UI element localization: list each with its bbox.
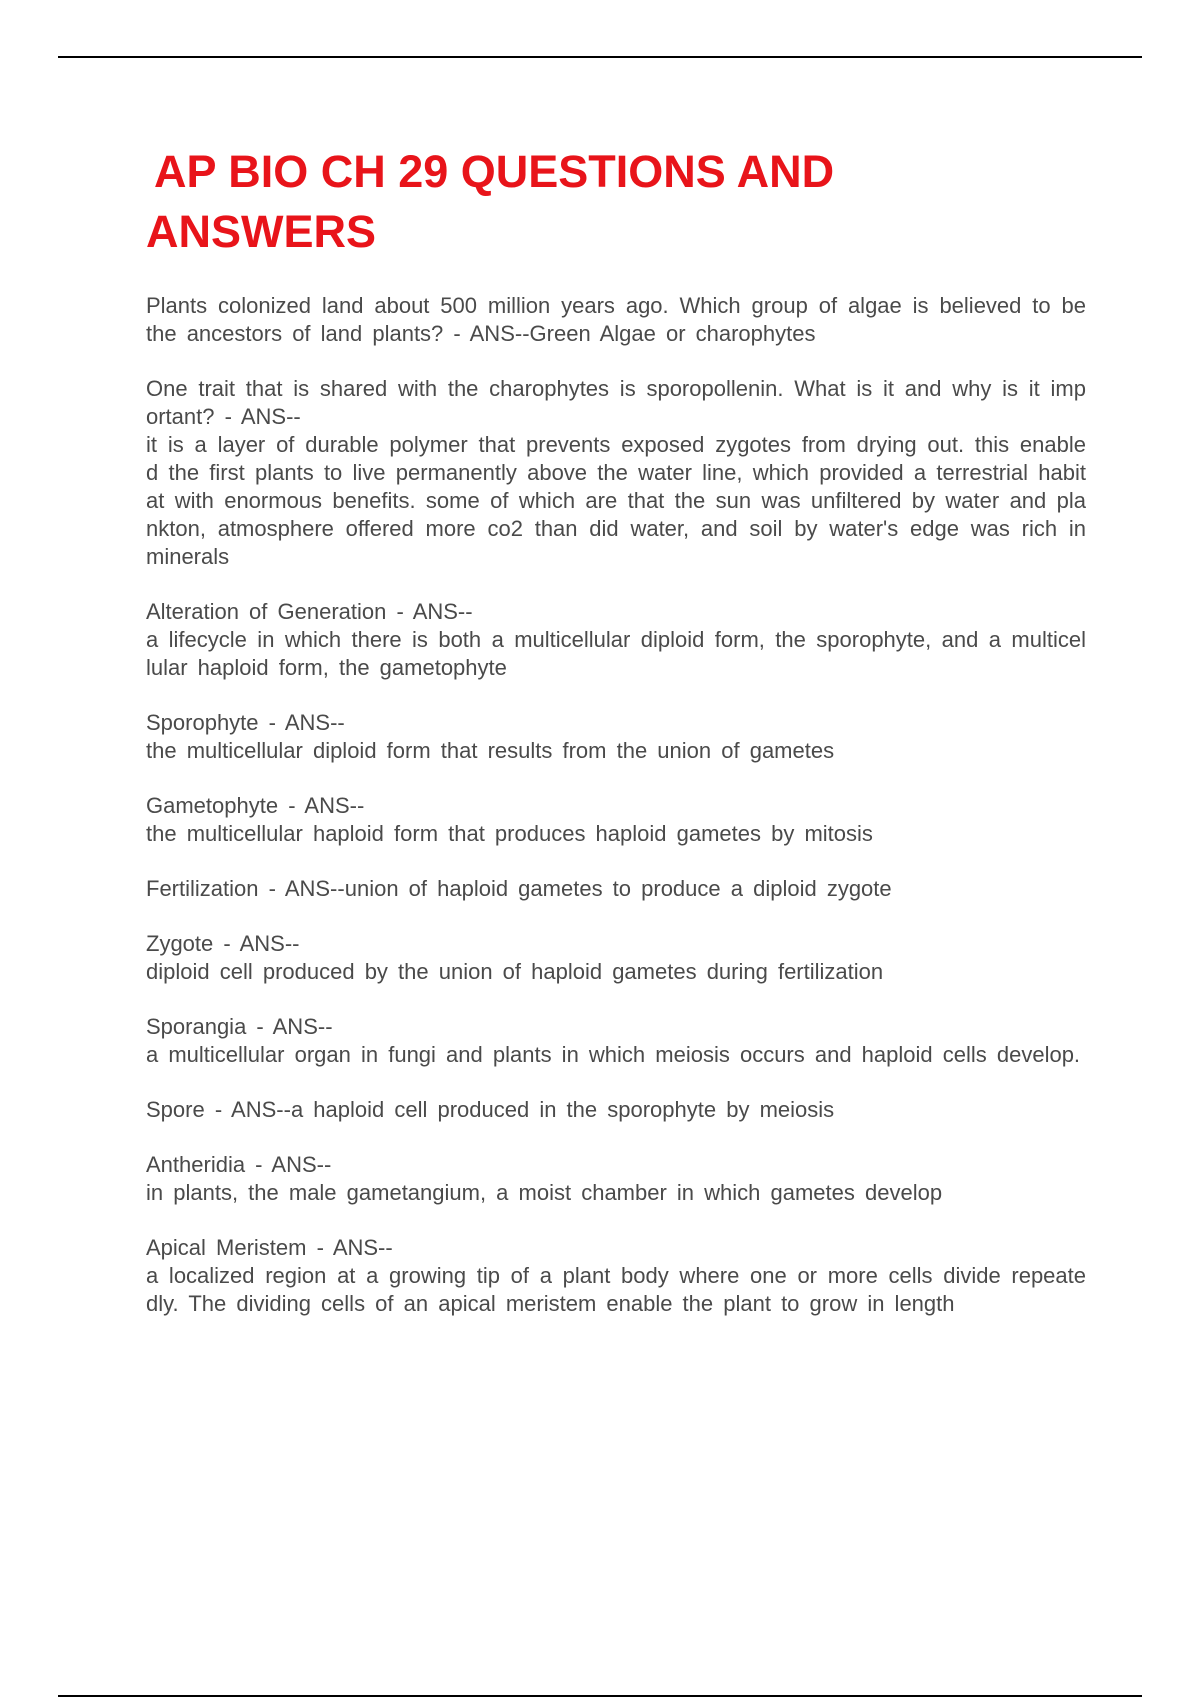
qa-answer: a multicellular organ in fungi and plants in which meiosis occurs and haploid cells develop. — [146, 1042, 1081, 1067]
qa-term: Fertilization - ANS-- — [146, 876, 345, 901]
qa-term: Spore - ANS-- — [146, 1097, 291, 1122]
qa-term: Sporophyte - ANS-- — [146, 710, 345, 735]
qa-answer: the multicellular diploid form that results from the union of gametes — [146, 738, 835, 763]
qa-answer: it is a layer of durable polymer that prevents exposed zygotes from drying out. this enabled the first plants to live permanently above the water line, which provided a terrestrial habitat with enormous benefits. some of which are that the sun was unfiltered by water and plankton, atmosphere offered more co2 than did water, and soil by water's edge was rich in minerals — [146, 432, 1086, 569]
qa-item-sporopollenin — [146, 375, 1086, 571]
qa-question: Plants colonized land about 500 million years ago. Which group of algae is believed to be the ancestors of land plants? - ANS-- — [146, 293, 1086, 346]
page-title — [146, 142, 966, 262]
qa-list — [146, 292, 1086, 1345]
qa-term: Sporangia - ANS-- — [146, 1014, 333, 1039]
page-title-line2: ANSWERS — [146, 206, 377, 257]
qa-item-alteration-of-generation — [146, 598, 1086, 682]
qa-term: Zygote - ANS-- — [146, 931, 300, 956]
page-title-line1: AP BIO CH 29 QUESTIONS AND — [154, 146, 835, 197]
qa-term: Gametophyte - ANS-- — [146, 793, 365, 818]
qa-item-gametophyte — [146, 792, 1086, 848]
qa-item-apical-meristem — [146, 1234, 1086, 1318]
qa-answer: union of haploid gametes to produce a diploid zygote — [344, 876, 892, 901]
qa-term: Apical Meristem - ANS-- — [146, 1235, 393, 1260]
qa-item-antheridia — [146, 1151, 1086, 1207]
qa-answer: a localized region at a growing tip of a plant body where one or more cells divide repeatedly. The dividing cells of an apical meristem enable the plant to grow in length — [146, 1263, 1086, 1316]
qa-answer: a lifecycle in which there is both a multicellular diploid form, the sporophyte, and a multicellular haploid form, the gametophyte — [146, 627, 1086, 680]
qa-item-sporangia — [146, 1013, 1086, 1069]
qa-answer: Green Algae or charophytes — [529, 321, 816, 346]
qa-item-zygote — [146, 930, 1086, 986]
qa-answer: the multicellular haploid form that produces haploid gametes by mitosis — [146, 821, 873, 846]
qa-answer: a haploid cell produced in the sporophyte by meiosis — [290, 1097, 835, 1122]
qa-item-fertilization — [146, 875, 1086, 903]
top-rule — [58, 56, 1142, 58]
qa-item-land-plant-ancestors — [146, 292, 1086, 348]
qa-term: Antheridia - ANS-- — [146, 1152, 332, 1177]
qa-answer: in plants, the male gametangium, a moist chamber in which gametes develop — [146, 1180, 943, 1205]
bottom-rule — [58, 1695, 1142, 1697]
qa-answer: diploid cell produced by the union of haploid gametes during fertilization — [146, 959, 884, 984]
qa-item-sporophyte — [146, 709, 1086, 765]
qa-question: One trait that is shared with the charophytes is sporopollenin. What is it and why is it important? - ANS-- — [146, 376, 1086, 429]
qa-item-spore — [146, 1096, 1086, 1124]
qa-term: Alteration of Generation - ANS-- — [146, 599, 473, 624]
